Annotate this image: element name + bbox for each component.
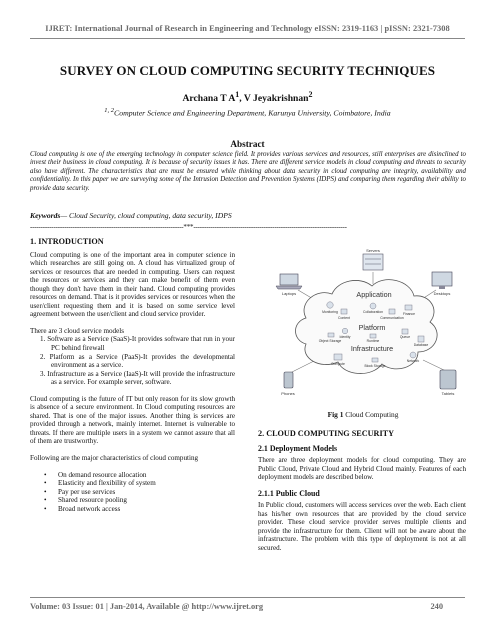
journal-header: IJRET: International Journal of Research in Engineering and Technology eISSN: 2319-1163 | pISSN: 2321-7308 [45,24,450,33]
service-model-item: 2. Platform as a Service (PaaS)-It provides the developmental environment as a service. [40,352,235,370]
list-item: • Elasticity and flexibility of system [30,479,235,488]
affiliation-sup: 1, 2 [104,107,115,114]
database-icon [418,336,424,342]
infrastructure-layer-label: Infrastructure [350,344,394,353]
object-storage-icon [328,333,334,337]
page-number: 240 [430,602,443,611]
footer [30,602,465,611]
content-icon [341,309,347,314]
service-model-item: 1. Software as a Service (SaaS)-It provides software that run in your PC behind firewall [40,335,235,353]
block-storage-label: Block Storage [364,364,386,368]
communication-label: Communication [380,316,404,320]
list-item: • Broad network access [30,505,235,514]
tablets-icon [440,370,456,389]
compute-icon [334,354,342,360]
servers-label: Servers [366,248,380,253]
servers-icon [363,254,383,270]
right-column [258,430,466,561]
list-item: • Pay per use services [30,488,235,497]
subsection-2-1-heading: 2.1 Deployment Models [258,443,338,453]
left-column [30,238,235,513]
desktops-label: Desktops [433,291,451,296]
list-item: • Shared resource pooling [30,496,235,505]
runtime-icon [370,334,376,338]
section-2-paragraph-2: In Public cloud, customers will access services over the web. Each client has his/her own resources that are provided by the cloud service provider. These cloud service provider serves multiple clients and provide the infrastructure for them. Client will not be aware about the infrastructure. The problem with this type of deployment is not at all secured. [258,501,466,553]
subsection-2-1-1-heading: 2.1.1 Public Cloud [258,488,320,498]
header-rule [30,38,465,39]
monitoring-label: Monitoring [322,310,338,314]
communication-icon [389,309,395,314]
keywords-text: — Cloud Security, cloud computing, data security, IDPS [60,211,232,220]
footer-text: Volume: 03 Issue: 01 | Jan-2014, Available @ http://www.ijret.org [30,602,264,611]
compute-label: Compute [331,362,345,366]
queue-label: Queue [399,335,411,339]
finance-label: Finance [402,312,416,316]
footer-rule [30,597,465,598]
section-separator: ------------------------------------------------------------------------***------------------------------------------------------------------------ [30,223,347,231]
laptops-label: Laptops [281,291,297,296]
services-intro: There are 3 cloud service models [30,326,124,335]
author-2: , V Jeyakrishnan [239,93,309,105]
platform-layer-label: Platform [358,323,386,332]
service-models-list [40,335,235,386]
intro-heading: 1. INTRODUCTION [30,237,104,246]
network-icon [410,352,416,358]
application-layer-label: Application [356,290,392,299]
tablets-label: Tablets [441,391,455,396]
cloud-computing-figure [258,248,468,408]
service-model-item: 3. Infrastructure as a Service (IaaS)-It will provide the infrastructure as a service. For example server, software. [40,369,235,387]
author-2-sup: 2 [308,90,313,99]
phones-icon [284,372,293,388]
keywords [30,211,466,220]
desktops-icon [432,272,452,289]
abstract-text: Cloud computing is one of the emerging technology in computer science field. It provides various services and resources, still enterprises are disinclined to invest their business in cloud computing. It is because of security issues it has. There are different service models in cloud computing and threats to security also have different. The characteristics that are must be ensured while thinking about data security in cloud computing are integrity, availability and confidentiality. In this paper we are surveying some of the Intrusion Detection and Prevention Systems (IDPS) and comparing them regarding their ability to provide data security. [30,151,466,192]
monitoring-icon [327,302,333,308]
paper-title: SURVEY ON CLOUD COMPUTING SECURITY TECHNIQUES [59,63,436,78]
identity-label: Identity [339,335,351,339]
intro-paragraph-3: Following are the major characteristics of cloud computing [30,454,199,463]
block-storage-icon [372,358,378,362]
list-item: • On demand resource allocation [30,471,235,480]
laptops-icon [276,274,302,289]
runtime-label: Runtime [366,339,380,343]
collaboration-label: Collaboration [363,310,383,314]
characteristics-list [30,471,235,514]
database-label: Database [413,343,429,347]
object-storage-label: Object Storage [318,339,342,343]
intro-paragraph-2: Cloud computing is the future of IT but only reason for its slow growth is absence of a secure environment. In Cloud computing resources are shared. That is one of the major issues. Another thing is services are provided through a network, mainly internet. Internet is vulnerable to threats. If there are multiple users in a system we cannot assure that all of them are trustworthy. [30,394,235,446]
collaboration-icon [370,303,376,309]
finance-icon [405,305,412,310]
affiliation [20,107,475,118]
figure-caption [258,410,468,419]
keywords-label: Keywords [30,211,61,220]
affiliation-text: Computer Science and Engineering Department, Karunya University, Coimbatore, India [114,108,391,118]
figure-caption-text: Cloud Computing [343,410,399,419]
queue-icon [402,329,408,334]
abstract-heading: Abstract [230,139,265,149]
phones-label: Phones [281,391,295,396]
intro-paragraph-1: Cloud computing is one of the important area in computer science in which researches are still going on. A cloud has virtualized group of services or resources that are needed in computing. Users can request the resources or services and they can make benefit of them even though they don't have them in their hand. Cloud computing provides resources on demand. That is it provides services or resources when the user/client requesting them and it is based on some service level agreement between the user/client and cloud service provider. [30,250,235,319]
network-label: Network [406,359,420,363]
identity-icon [342,328,348,334]
figure-caption-label: Fig 1 [327,410,344,419]
authors [20,90,475,104]
section-2-paragraph-1: There are three deployment models for cloud computing. They are Public Cloud, Private Cloud and Hybrid Cloud mainly. Features of each deployment models are described below. [258,456,466,482]
section-2-heading: 2. CLOUD COMPUTING SECURITY [258,429,395,438]
content-label: Content [338,316,350,320]
author-1-sup: 1 [235,90,240,99]
author-1: Archana T A [182,93,236,105]
